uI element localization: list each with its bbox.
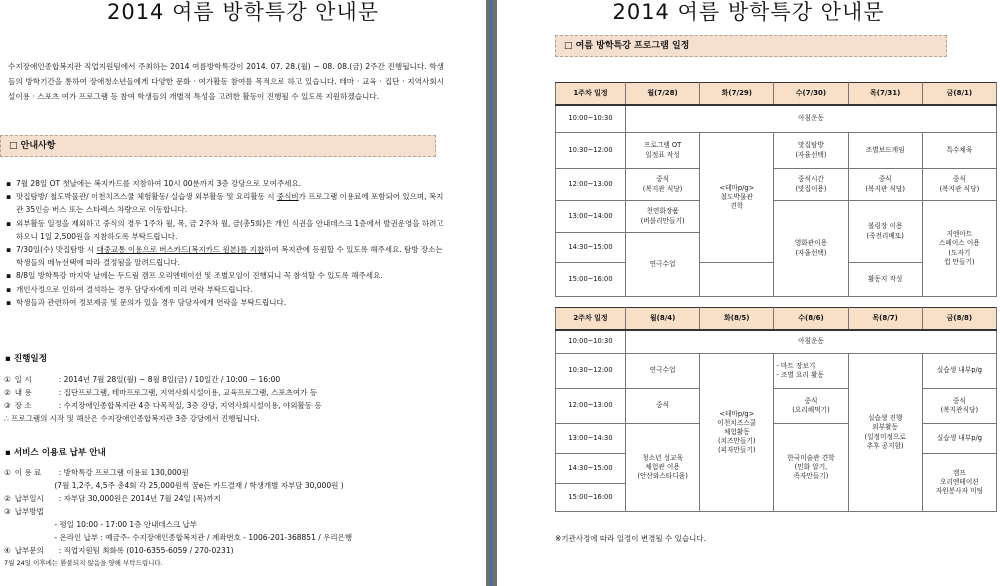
table-row (556, 330, 997, 354)
activity-cell: 지엔아트 스페이스 이용 (도자기 컵 만들기) (922, 201, 996, 297)
activity-cell: 캠프 오리엔테이션 자원봉사자 미팅 (922, 454, 996, 512)
week-label: 2주차 일정 (556, 308, 626, 330)
bullet-text: 외부활동 일정을 제외하고 중식의 경우 1주차 월, 목, 금 2주차 월, 금(총5회)은 개인 식권을 안내데스크 1층에서 발권운영을 하려고 하오니 1일 2,500원을 지참하도록 부탁드립니다. (16, 218, 444, 241)
page-title: 2014 여름 방학특강 안내문 (106, 0, 380, 24)
info-n: ③ (4, 401, 11, 410)
activity-cell: 중식 (복지관식당) (922, 389, 996, 424)
activity-cell: 중식 (복지관 식당) (626, 169, 700, 201)
info-row (4, 518, 444, 531)
info-text: - 평일 10:00 - 17:00 1층 안내데스크 납부 (52, 520, 197, 529)
schedule-info (4, 373, 444, 425)
notice-bullet-item (6, 283, 444, 296)
activity-cell: 중식 (복지관 식당) (848, 169, 922, 201)
bullet-text: 맛집탐방/ 철도박물관/ 이천치즈스쿨 체험활동/ 실습생 외부활동 및 요리활동 시 (16, 192, 277, 202)
week2-header-row (556, 308, 997, 330)
bullet-text: 7/30일(수) 맛집탐방 시 (16, 245, 97, 255)
info-text: (7월 1,2주, 4,5주 총4회 각 25,000원씩 꿈e든 카드결재 / 학생개별 자부담 30,000원 ) (52, 481, 344, 490)
day-header: 수(7/30) (774, 83, 848, 105)
activity-cell: 실습생 내부p/g (922, 424, 996, 454)
time-cell: 10:00~10:30 (556, 105, 626, 133)
notice-bullet-item (6, 296, 444, 309)
footnote: ※기관사정에 따라 일정이 변경될 수 있습니다. (555, 534, 706, 543)
day-header: 월(7/28) (626, 83, 700, 105)
cursor-divider (490, 0, 492, 586)
activity-cell: - 마트 장보기 - 조별 요리 활동 (774, 354, 848, 389)
activity-cell: 연극수업 (626, 354, 700, 389)
notice-bullet-list (6, 177, 444, 309)
week2-schedule-table (555, 307, 997, 512)
time-cell: 12:00~13:00 (556, 389, 626, 424)
activity-cell (700, 263, 774, 297)
time-cell: 10:00~10:30 (556, 330, 626, 354)
fee-info (4, 466, 444, 570)
fee-heading: ▪ 서비스 이용료 납부 안내 (5, 446, 106, 458)
time-cell: 15:00~16:00 (556, 484, 626, 512)
table-row (556, 133, 997, 169)
notice-bullet-item (6, 217, 444, 243)
info-label: 일 시 (14, 375, 32, 384)
intro-paragraph: 수지장애인종합복지관 직업지원팀에서 주최하는 2014 여름방학특강이 2014. 07. 28.(월) ~ 08. 08.(금) 2주간 진행됩니다. 학생들의 방학기간을 통하여 장애청소년들에게 다양한 문화 · 여가활동 참여를 목적으로 하고 있습니다. 테마 · 교육 · 집단 · 지역사회시설이용 · 스포츠 여가 프로그램 등 참여 학생들의 개별적 특성을 고려한 활동이 진행될 수 있도록 지원하겠습니다. (8, 62, 444, 101)
info-text: : 자부담 30,000원은 2014년 7월 24일 (목)까지 (58, 494, 221, 503)
bullet-text: 학생들과 관련하여 정보제공 및 문의가 있을 경우 담당자에게 연락을 부탁드립니다. (16, 297, 287, 307)
day-header: 금(8/8) (922, 308, 996, 330)
schedule-heading: ▪ 진행일정 (5, 352, 47, 364)
time-cell: 13:00~14:00 (556, 201, 626, 233)
time-cell: 12:00~13:00 (556, 169, 626, 201)
activity-cell: 중식 (복지관 식당) (922, 169, 996, 201)
info-row (4, 386, 444, 399)
activity-cell: <테마p/g> 이천치즈스쿨 체험활동 (치즈만들기) (피자만들기) (700, 354, 774, 512)
activity-cell: 아침운동 (626, 330, 997, 354)
info-text: : 집단프로그램, 테마프로그램, 지역사회시설이용, 교육프로그램, 스포츠여가 등 (58, 388, 317, 397)
table-row (556, 105, 997, 133)
day-header: 목(8/7) (848, 308, 922, 330)
info-row (4, 479, 444, 492)
bullet-underlined-text: 대중교통 이용으로 버스카드(복지카드 원본)를 지참 (96, 245, 265, 255)
bullet-text: 가 프로그램 이용료에 포함되어 있으며, 복지관 35인승 버스 또는 스타렉스 차량으로 이동합니다. (16, 192, 444, 215)
table-row (556, 169, 997, 201)
info-n: ④ (4, 546, 11, 555)
table-row (556, 354, 997, 389)
left-page (0, 0, 486, 586)
activity-cell: 조별보드게임 (848, 133, 922, 169)
week1-schedule-table (555, 82, 997, 297)
notice-bullet-item (6, 269, 444, 282)
program-section-bar: □ 여름 방학특강 프로그램 일정 (555, 35, 947, 57)
table-row (556, 424, 997, 454)
activity-cell: 특수체육 (922, 133, 996, 169)
time-cell: 10:30~12:00 (556, 354, 626, 389)
info-n: ② (4, 388, 11, 397)
activity-cell: 중식시간 (맛집이용) (774, 169, 848, 201)
info-text: : 직업지원팀 최화록 (010-6355-6059 / 270-0231) (58, 546, 234, 555)
time-cell: 14:30~15:00 (556, 454, 626, 484)
activity-cell: 맛집탐방 (자율선택) (774, 133, 848, 169)
day-header: 수(8/6) (774, 308, 848, 330)
notice-bullet-item (6, 190, 444, 216)
info-label: 이 용 료 (14, 468, 42, 477)
info-row (4, 373, 444, 386)
info-text: : 수지장애인종합복지관 4층 다목적실, 3층 강당, 지역사회시설이용, 야외활동 등 (58, 401, 322, 410)
time-cell: 15:00~16:00 (556, 263, 626, 297)
info-text: - 온라인 납부 : 예금주- 수지장애인종합복지관 / 계좌번호 - 1006-201-368851 / 우리은행 (52, 533, 353, 542)
activity-cell: <테마p/g> 철도박물관 견학 (700, 133, 774, 263)
activity-cell: 천연화장품 (버블리만들기) (626, 201, 700, 233)
notice-bullet-item (6, 243, 444, 269)
info-row (4, 544, 444, 557)
info-label: 납부방법 (14, 507, 44, 516)
info-text: : 2014년 7월 28일(월) ~ 8월 8일(금) / 10일간 / 10:00 ~ 16:00 (58, 375, 281, 384)
activity-cell: 아침운동 (626, 105, 997, 133)
notice-section-bar: □ 안내사항 (0, 135, 436, 157)
bullet-underlined-text: 중식비 (276, 192, 299, 202)
activity-cell: 프로그램 OT 일정표 작성 (626, 133, 700, 169)
info-n: ③ (4, 507, 11, 516)
day-header: 월(8/4) (626, 308, 700, 330)
time-cell: 10:30~12:00 (556, 133, 626, 169)
activity-cell: 중식 (626, 389, 700, 424)
time-cell: 14:30~15:00 (556, 233, 626, 263)
activity-cell: 청소년 성교육 체험관 이용 (안산와스타디움) (626, 424, 700, 512)
activity-cell: 실습생 내부p/g (922, 354, 996, 389)
info-label: 장 소 (14, 401, 32, 410)
day-header: 금(8/1) (922, 83, 996, 105)
info-n: ① (4, 375, 11, 384)
info-n: ② (4, 494, 11, 503)
day-header: 화(8/5) (700, 308, 774, 330)
time-cell: 13:00~14:30 (556, 424, 626, 454)
week-label: 1주차 일정 (556, 83, 626, 105)
right-page (497, 0, 1000, 586)
table-row (556, 201, 997, 233)
bullet-text: 하여 복지관에 등원할 수 있도록 해주세요. 탐방 장소는 학생들의 메뉴선택에 따라 결정됨을 알려드립니다. (16, 245, 443, 268)
activity-cell: 영화관이용 (자율선택) (774, 201, 848, 297)
bullet-text: 7월 28일 OT 첫날에는 복지카드를 지참하여 10시 00분까지 3층 강당으로 모여주세요. (16, 179, 301, 188)
info-row (4, 492, 444, 505)
info-label: 내 용 (14, 388, 32, 397)
table-row (556, 389, 997, 424)
activity-cell: 실습생 진행 외부활동 (일정미정으로 추후 공지함) (848, 354, 922, 512)
info-row (4, 466, 444, 479)
activity-cell: 활동지 작성 (848, 263, 922, 297)
info-row (4, 505, 444, 518)
day-header: 화(7/29) (700, 83, 774, 105)
bullet-text: 8/8일 방학특강 마지막 날에는 두드림 캠프 오리엔테이션 및 조별모임이 진행되니 꼭 참석할 수 있도록 해주세요. (16, 271, 383, 281)
week1-header-row (556, 83, 997, 105)
activity-cell: 연극수업 (626, 233, 700, 297)
notice-bullet-item (6, 177, 444, 190)
activity-cell: 볼링장 이용 (죽전리베또) (848, 201, 922, 263)
schedule-note: ∴ 프로그램의 시작 및 해산은 수지장애인종합복지관 3층 강당에서 진행됩니다. (4, 414, 260, 423)
info-row (4, 399, 444, 412)
info-n: ① (4, 468, 11, 477)
info-row (4, 531, 444, 544)
activity-cell: 중식 (요리해먹기) (774, 389, 848, 424)
bullet-text: 개인사정으로 인하여 결석하는 경우 담당자에게 미리 연락 부탁드립니다. (16, 284, 253, 294)
day-header: 목(7/31) (848, 83, 922, 105)
activity-cell: 한국미술관 견학 (민화 알기, 족자만들기) (774, 424, 848, 512)
info-label: 납부문의 (14, 546, 44, 555)
page-title-right: 2014 여름 방학특강 안내문 (612, 0, 885, 24)
info-label: 납부일시 (14, 494, 44, 503)
info-text: : 방학특강 프로그램 이용료 130,000원 (58, 468, 189, 477)
refund-note: 7월 24일 이후에는 환불되지 않음을 양해 부탁드립니다. (4, 559, 163, 567)
